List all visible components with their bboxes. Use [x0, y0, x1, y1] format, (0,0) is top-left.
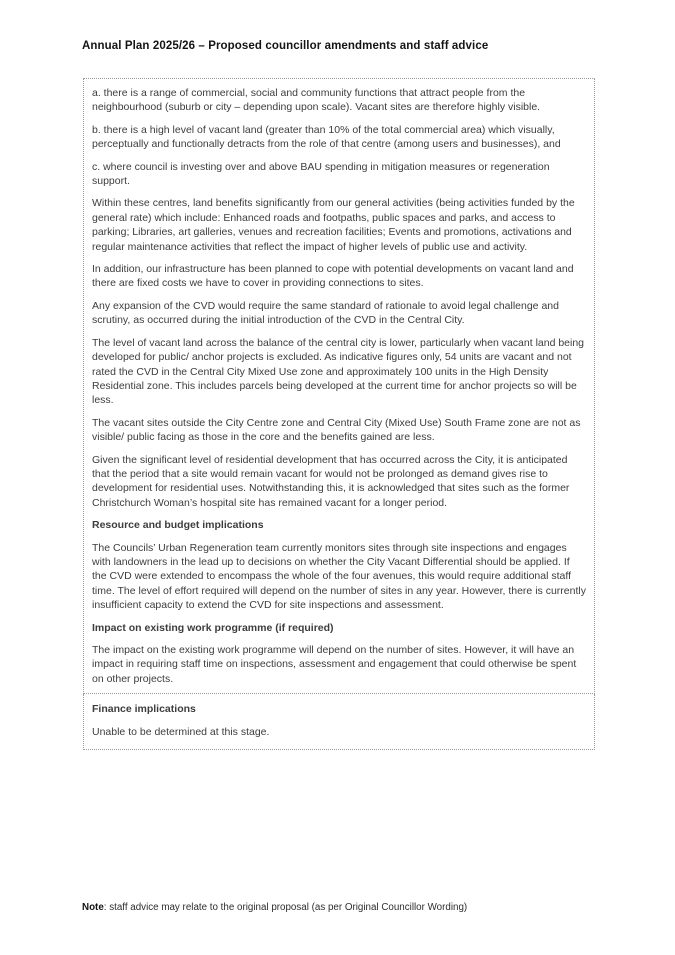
advice-paragraph-centres: Within these centres, land benefits significantly from our general activities (being activities funded by the general rate) which include: Enhanced roads and footpaths, public spaces and parks, and access to parking; Libraries, art galleries, venues and recreation facilities; Events and promotions, activations and regular maintenance activities that reflect the impact of higher levels of public use and activity.	[92, 197, 575, 253]
advice-paragraph-vacant-sites: The vacant sites outside the City Centre zone and Central City (Mixed Use) South Frame zone are not as visible/ public facing as those in the core and the benefits gained are less.	[92, 416, 581, 444]
finance-implications-heading: Finance implications	[92, 703, 196, 716]
footnote	[82, 901, 642, 914]
page-title: Annual Plan 2025/26 – Proposed councillor amendments and staff advice	[82, 40, 489, 52]
advice-paragraph-a: a. there is a range of commercial, social and community functions that attract people from the neighbourhood (suburb or city – depending upon scale). Vacant sites are therefore highly visible.	[92, 87, 541, 114]
footnote-text: : staff advice may relate to the original proposal (as per Original Councillor Wording)	[103, 902, 468, 913]
staff-advice-box	[83, 78, 595, 694]
advice-paragraph-infrastructure: In addition, our infrastructure has been planned to cope with potential developments on vacant land and there are fixed costs we have to cover in providing connections to sites.	[92, 263, 574, 290]
footnote-label: Note	[82, 902, 104, 913]
impact-work-programme-paragraph: The impact on the existing work programme will depend on the number of sites. However, it will have an impact in requiring staff time on inspections, assessment and engagement that could otherwise be spent on other projects.	[92, 644, 577, 685]
advice-paragraph-cvd-expansion: Any expansion of the CVD would require the same standard of rationale to avoid legal challenge and scrutiny, as occurred during the initial introduction of the CVD in the Central City.	[92, 299, 559, 327]
advice-paragraph-b: b. there is a high level of vacant land (greater than 10% of the total commercial area) which visually, perceptually and functionally detracts from the role of that centre (among users and businesses), and	[92, 123, 561, 151]
resource-budget-paragraph: The Councils’ Urban Regeneration team currently monitors sites through site inspections and engages with landowners in the lead up to decisions on whether the City Vacant Differential should be applied. If the CVD were extended to encompass the whole of the four avenues, this would require additional staff time. The level of effort required will depend on the number of sites in any year. However, there is currently insufficient capacity to extend the CVD for site inspections and assessment.	[92, 541, 586, 612]
advice-paragraph-vacant-land-level: The level of vacant land across the balance of the central city is lower, particularly when vacant land being developed for public/ anchor projects is excluded. As indicative figures only, 54 units are vacant and not rated the CVD in the Central City Mixed Use zone and approximately 100 units in the High Density Residential zone. This includes parcels being developed at the current time for anchor projects so will be less.	[92, 336, 585, 407]
finance-implications-box	[83, 694, 595, 750]
advice-paragraph-residential-development: Given the significant level of residential development that has occurred across the City, it is anticipated that the period that a site would remain vacant for would not be prolonged as demand gives rise to development for residential uses. Notwithstanding this, it is acknowledged that sites such as the former Christchurch Woman’s hospital site has remained vacant for a longer period.	[92, 453, 570, 509]
impact-work-programme-heading: Impact on existing work programme (if required)	[92, 621, 334, 634]
advice-paragraph-c: c. where council is investing over and above BAU spending in mitigation measures or regeneration support.	[92, 160, 550, 188]
advice-container	[83, 78, 595, 750]
finance-implications-body: Unable to be determined at this stage.	[92, 725, 270, 738]
resource-budget-heading: Resource and budget implications	[92, 519, 264, 532]
